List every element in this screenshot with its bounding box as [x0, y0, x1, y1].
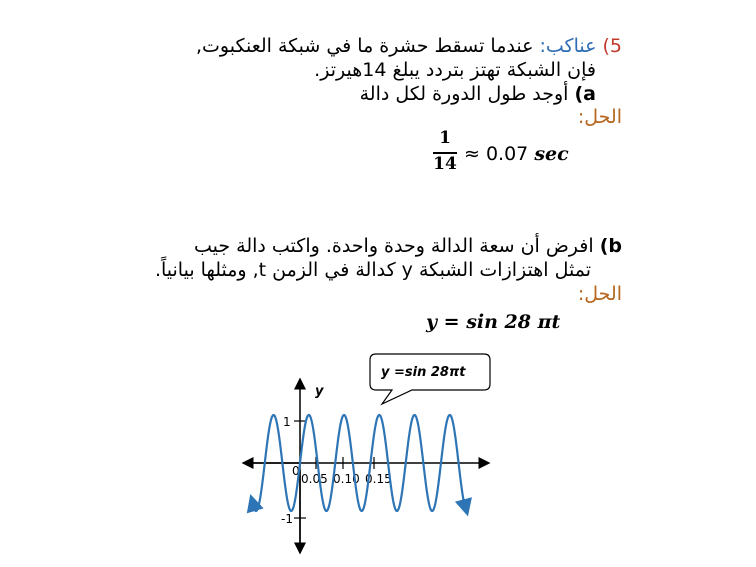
- part-b-text-2: تمثل اهتزازات الشبكة y كدالة في الزمن t, ومثلها بيانياً.: [154, 259, 591, 281]
- problem-topic: عناكب:: [539, 35, 597, 57]
- problem-number: 5): [602, 35, 622, 57]
- unit-sec: sec: [534, 143, 569, 165]
- part-b-text-1: افرض أن سعة الدالة وحدة واحدة. واكتب دالة جيب: [193, 235, 594, 257]
- solution-label-b: الحل:: [577, 283, 622, 305]
- part-a-label: a): [574, 83, 596, 105]
- tick-pos-label: 1: [283, 415, 291, 429]
- part-b-label: b): [599, 235, 622, 257]
- tick-neg-label: -1: [281, 512, 293, 526]
- x-tick-label-2: 0.10: [333, 472, 360, 486]
- y-axis-label: y: [315, 384, 324, 399]
- fraction-denominator: 14: [433, 154, 457, 174]
- approx-value: ≈ 0.07: [464, 143, 529, 165]
- x-tick-label-1: 0.05: [301, 472, 328, 486]
- fraction-numerator: 1: [439, 128, 451, 148]
- problem-text-1: عندما تسقط حشرة ما في شبكة العنكبوت,: [196, 35, 534, 57]
- problem-text-2: فإن الشبكة تهتز بتردد يبلغ 14هيرتز.: [314, 59, 596, 81]
- sine-arrow-left: [252, 500, 255, 510]
- equation: y = sin 28 πt: [426, 311, 561, 333]
- sine-arrow-right: [463, 499, 466, 510]
- solution-label-a: الحل:: [577, 106, 622, 128]
- x-tick-label-3: 0.15: [365, 472, 392, 486]
- callout-text: y =sin 28πt: [381, 365, 466, 380]
- part-a-text: أوجد طول الدورة لكل دالة: [359, 83, 569, 105]
- origin-label: 0: [292, 464, 300, 478]
